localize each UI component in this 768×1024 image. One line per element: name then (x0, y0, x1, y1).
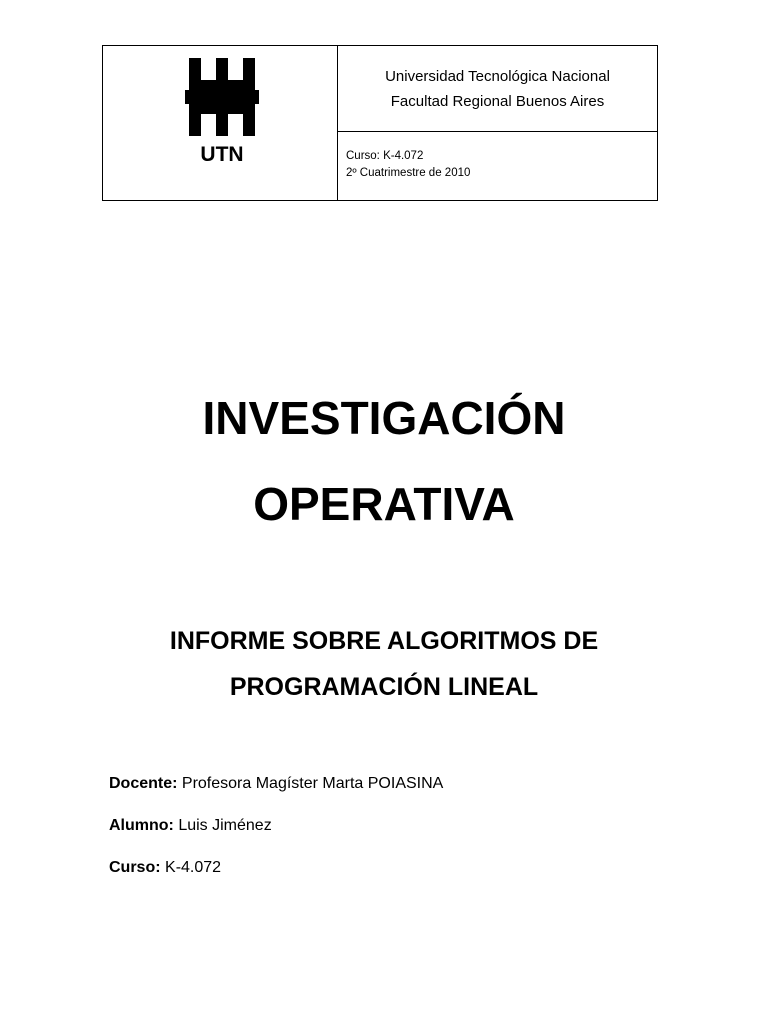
main-title-line-2: OPERATIVA (253, 478, 515, 530)
university-name: Universidad Tecnológica Nacional (385, 67, 610, 85)
teacher-value: Profesora Magíster Marta POIASINA (181, 775, 444, 792)
student-label: Alumno: (109, 817, 174, 834)
subtitle-line-1: INFORME SOBRE ALGORITMOS DE (169, 627, 599, 655)
term: 2º Cuatrimestre de 2010 (346, 167, 471, 179)
utn-logo-icon (167, 54, 277, 164)
teacher-line (109, 772, 443, 814)
subtitle-line-2: PROGRAMACIÓN LINEAL (229, 673, 539, 701)
course-line (109, 856, 443, 898)
main-title-line-1: INVESTIGACIÓN (202, 392, 566, 444)
student-line (109, 814, 443, 856)
main-title (0, 375, 768, 547)
utn-logo-text: UTN (200, 143, 244, 164)
details-block (109, 772, 443, 898)
course-label: Curso: (109, 859, 161, 876)
subtitle (0, 618, 768, 710)
course-value: K-4.072 (165, 859, 222, 876)
institution-block (338, 46, 657, 132)
info-cell (338, 46, 657, 200)
course-block (338, 132, 657, 200)
teacher-label: Docente: (109, 775, 178, 792)
faculty-name: Facultad Regional Buenos Aires (390, 92, 605, 110)
student-value: Luis Jiménez (178, 817, 272, 834)
course-code: Curso: K-4.072 (346, 150, 424, 162)
header-table (102, 45, 658, 201)
logo-cell (103, 46, 338, 200)
